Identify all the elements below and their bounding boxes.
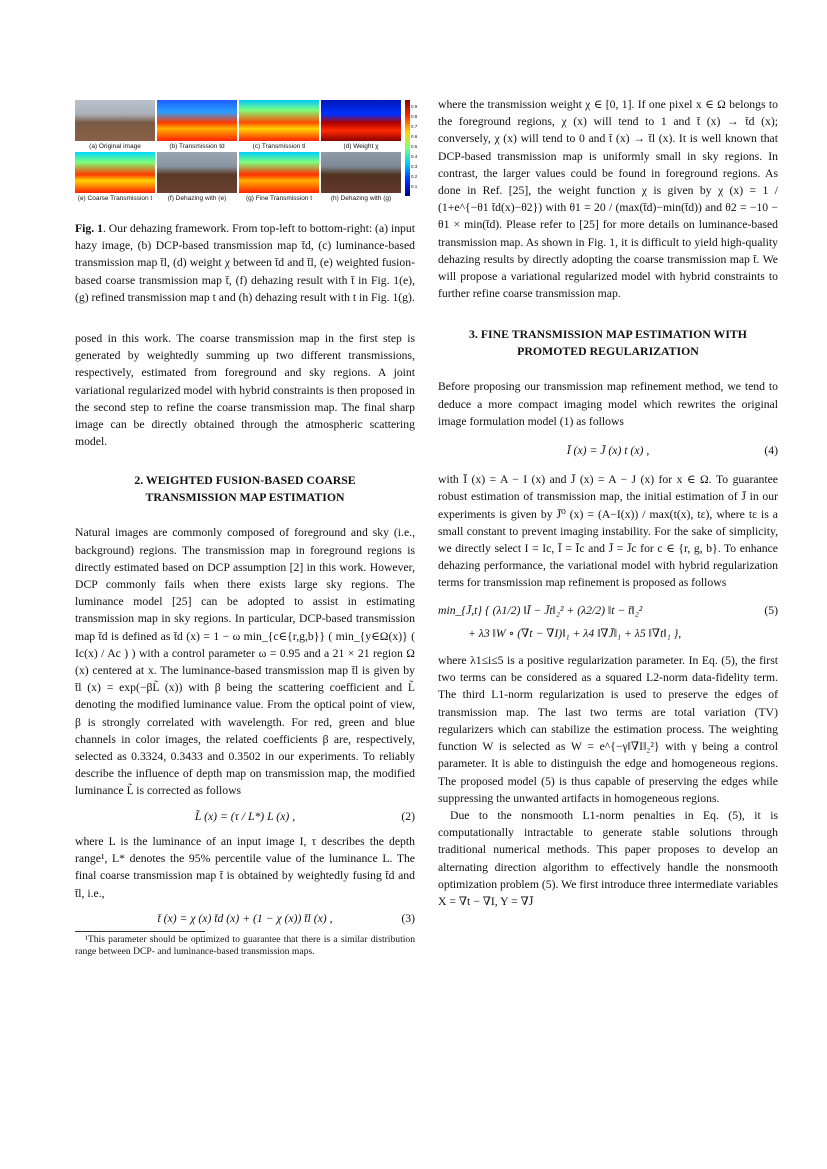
panel-b-image	[157, 100, 237, 141]
equation-5	[438, 602, 778, 642]
right-column	[438, 96, 778, 910]
panel-e-image	[75, 152, 155, 193]
colorbar-tick: 0.5	[411, 144, 418, 149]
heading-line: 2. WEIGHTED FUSION-BASED COARSE	[134, 473, 356, 488]
colorbar-tick: 0.1	[411, 184, 418, 189]
panel-a-label: (a) Original image	[89, 143, 141, 150]
panel-g-label: (g) Fine Transmission t	[245, 195, 313, 202]
colorbar	[405, 100, 410, 196]
figure-1	[75, 96, 418, 202]
colorbar-tick: 0.9	[411, 104, 418, 109]
section-3-heading	[438, 326, 778, 360]
heading-line: 3. FINE TRANSMISSION MAP ESTIMATION WITH	[469, 327, 747, 342]
panel-h-image	[321, 152, 401, 193]
equation-number: (3)	[401, 911, 415, 925]
panel-e-label: (e) Coarse Transmission t̄	[77, 195, 153, 202]
equation-body: L̃ (x) = (τ / L*) L (x) ,	[194, 809, 296, 823]
equation-body-line2: + λ3 ‖W ∘ (∇t − ∇I)‖₁ + λ4 ‖∇J̄‖₁ + λ5 ‖∇t‖₁ },	[468, 626, 682, 640]
figure-caption	[75, 220, 415, 306]
equation-2	[75, 808, 415, 825]
equation-number: (2)	[401, 809, 415, 823]
equation-number: (4)	[764, 444, 778, 458]
panel-f-image	[157, 152, 237, 193]
paragraph: where L is the luminance of an input image I, τ describes the depth range¹, L* denotes the 95% percentile value of the luminance L. The final coarse transmission map t̄ is obtained by weightedly fusing t̄d and t̄l, i.e.,	[75, 834, 415, 900]
colorbar-tick: 0.2	[411, 174, 418, 179]
panel-d-label: (d) Weight χ	[343, 143, 379, 150]
heading-line: PROMOTED REGULARIZATION	[517, 344, 699, 359]
paragraph: with Ī (x) = A − I (x) and J̄ (x) = A − J (x) for x ∈ Ω. To guarantee robust estimation of transmission map, the initial estimation of J̄ in our experiments is given by J̄⁰ (x) = (A−I(x)) / max(t(x), tε), where tε is a small constant to prevent imaging instability. For the sake of simplicity, we directly select I = Ic, Ī = Īc and J̄ = J̄c for c ∈ {r, g, b}. To enhance dehazing performance, the variational model with hybrid regularization terms for transmission map refinement is proposed as follows	[438, 473, 778, 590]
equation-3	[75, 910, 415, 927]
section-2-heading	[75, 472, 415, 506]
panel-b-label: (b) Transmission t̄d	[169, 143, 225, 150]
paragraph: Due to the nonsmooth L1-norm penalties in Eq. (5), it is computationally intractable to generate stable solutions through traditional numerical methods. This paper proposes to develop an alternating direction algorithm to effectively handle the nonsmooth optimization problem (5). We first introduce three intermediate variables X = ∇t − ∇I, Y = ∇J̄	[438, 808, 778, 908]
equation-4	[438, 442, 778, 459]
panel-f-label: (f) Dehazing with (e)	[167, 195, 227, 202]
panel-c-label: (c) Transmission t̄l	[252, 143, 306, 150]
paragraph: Before proposing our transmission map refinement method, we tend to deduce a more compact imaging model which rewrites the original image formulation model (1) as follows	[438, 380, 778, 428]
paragraph: posed in this work. The coarse transmission map in the first step is generated by weightedly summing up two different transmissions, respectively, estimated from foreground and sky regions. A joint variational regularized model with hybrid constraints is then proposed in the second step to refine the coarse transmission map. The final sharp image can be directly obtained through the atmospheric scattering model.	[75, 332, 415, 449]
panel-h-label: (h) Dehazing with (g)	[330, 195, 392, 202]
equation-body: Ī (x) = J̄ (x) t (x) ,	[566, 444, 650, 458]
paragraph: Natural images are commonly composed of foreground and sky (i.e., background) regions. The transmission map in foreground regions is directly estimated based on DCP assumption [2] in this work. However, DCP commonly fails when there exists large sky regions. The luminance model [25] can be adopted to assist in estimating transmission map in sky regions. In particular, DCP-based transmission map t̄d is defined as t̄d (x) = 1 − ω min_{c∈{r,g,b}} ( min_{y∈Ω(x)} ( Ic(x) / Ac ) ) with a control parameter ω = 0.95 and a 21 × 21 region Ω (x) centered at x. The luminance-based transmission map t̄l is given by t̄l (x) = exp(−βL̃ (x)) with β being the scattering coefficient and L̃ denoting the modified luminance value. From the optical point of view, β is strongly correlated with wavelength. For red, green and blue channels in color images, the related coefficients β are, respectively, selected as 0.3324, 0.3433 and 0.3502 in our experiments. To reliably describe the influence of depth map on transmission map, the modified luminance L̃ is corrected as follows	[75, 526, 415, 798]
colorbar-tick: 0.6	[411, 134, 418, 139]
caption-label: Fig. 1	[75, 222, 103, 235]
panel-c-image	[239, 100, 319, 141]
colorbar-tick: 0.7	[411, 124, 418, 129]
paragraph: where the transmission weight χ ∈ [0, 1]. If one pixel x ∈ Ω belongs to the foreground regions, χ (x) will tend to 1 and t̄ (x) → t̄d (x); conversely, χ (x) will tend to 0 and t̄ (x) → t̄l (x). It is well known that DCP-based transmission map is uniformly small in sky regions. In contrast, the larger values could be found in foreground regions. As done in Ref. [25], the weight function χ is given by χ (x) = 1 / (1+e^{−θ1 t̄d(x)−θ2}) with θ1 = 20 / (max(t̄d)−min(t̄d)) and θ2 = −10 − θ1 × min(t̄d). Please refer to [25] for more details on luminance-based transmission map. As shown in Fig. 1, it is difficult to yield high-quality dehazing results by directly adopting the coarse transmission map t̄. We will propose a variational regularized model with hybrid constraints to further refine coarse transmission map.	[438, 98, 778, 301]
colorbar-tick: 0.8	[411, 114, 418, 119]
equation-number: (5)	[764, 603, 778, 617]
colorbar-tick: 0.3	[411, 164, 418, 169]
colorbar-tick: 0.4	[411, 154, 418, 159]
heading-line: TRANSMISSION MAP ESTIMATION	[145, 490, 345, 505]
left-column	[75, 96, 418, 958]
panel-g-image	[239, 152, 319, 193]
equation-body: t̄ (x) = χ (x) t̄d (x) + (1 − χ (x)) t̄l (x) ,	[157, 911, 333, 925]
panel-d-image	[321, 100, 401, 141]
paragraph: where λ1≤i≤5 is a positive regularization parameter. In Eq. (5), the first two terms can be considered as a squared L2-norm data-fidelity term. The third L1-norm regularization is used to preserve the edges of transmission map. The last two terms are total variation (TV) regularizers which can stabilize the estimation process. The weighting function W is selected as W = e^{−γ‖∇I‖₂²} with γ being a control parameter. It is able to distinguish the edge and homogeneous regions. The proposed model (5) is thus capable of preserving the edges while suppressing the unwanted artifacts in homogeneous regions.	[438, 654, 778, 805]
caption-text: . Our dehazing framework. From top-left to bottom-right: (a) input hazy image, (b) DCP-based transmission map t̄d, (c) luminance-based transmission map t̄l, (d) weight χ between t̄d and t̄l, (e) weighted fusion-based coarse transmission map t̄, (f) dehazing result with t̄ in Fig. 1(e), (g) refined transmission map t and (h) dehazing result with t in Fig. 1(g).	[75, 222, 415, 304]
footnote: ¹This parameter should be optimized to guarantee that there is a similar distribution range between DCP- and luminance-based transmission maps.	[75, 933, 415, 957]
equation-body-line1: min_{J̄,t} { (λ1/2) ‖Ī − J̄t‖₂² + (λ2/2) ‖t − t̄‖₂²	[438, 603, 643, 617]
panel-a-image	[75, 100, 155, 141]
footnote-rule	[75, 931, 205, 932]
